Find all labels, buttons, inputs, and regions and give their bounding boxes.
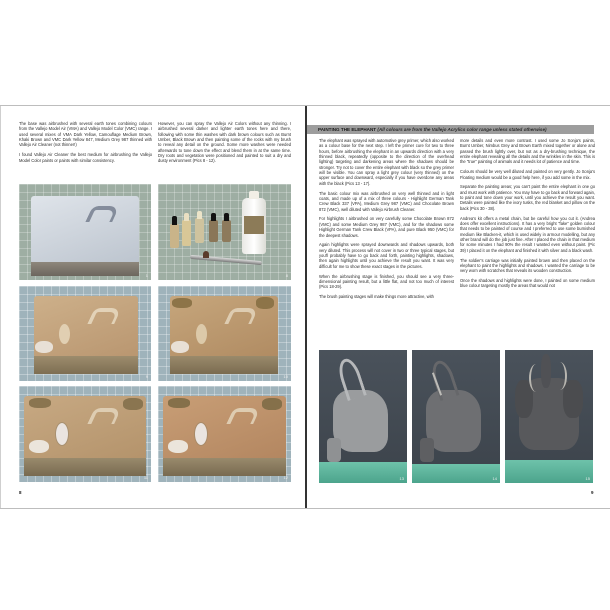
photo-number: 9: [145, 374, 148, 379]
left-column-2: [158, 121, 291, 168]
plinth: [412, 464, 500, 483]
photo-number: 8: [285, 273, 288, 278]
oval-stone: [196, 324, 207, 344]
paragraph: The base was airbrushed with several earth tones combining colours from the Vallejo Model Air (VMA) and Vallejo Model Color (VMC) range. I used several mixes of VMA Dark Yellow, Camouflage Medium Brown, Khaki Brown and VMC Dark Yellow 847, Medium Grey 987 thinned with Vallejo Air Cleaner (not thinner!): [19, 121, 152, 148]
vegetation: [168, 398, 190, 408]
photo-primed-base: [19, 184, 151, 280]
rock: [35, 341, 53, 353]
oval-stone: [194, 422, 208, 446]
elephant-leg: [327, 438, 341, 462]
photo-number: 10: [283, 374, 288, 379]
right-column-2: [460, 138, 595, 293]
airbrush: [190, 255, 262, 265]
bottle-cap: [211, 213, 216, 221]
rock: [168, 440, 188, 453]
elephant-tusk: [529, 364, 543, 392]
paragraph: However, you can spray the Vallejo Air Colors without any thinning. I airbrushed several darker and lighter earth tones here and there, following with some thin washes with dark brown colours such as Burnt Umber, Black Brown and then painting some of the rocks with my brush to reveal any detail on the ground. Some more washes were needed afterwards to tone down the effect and blend them in at the same time. Dry roots and vegetation were positioned and painted to suit a dry and dusty environment (Pics 8 - 12).: [158, 121, 291, 164]
vegetation: [172, 298, 192, 308]
bottle-cap: [249, 191, 259, 199]
vegetation: [256, 297, 274, 309]
oval-stone: [55, 422, 69, 446]
paragraph: The elephant was sprayed with automotive grey primer, which also worked as a colour base for the next step. I left the primer cure for two to three hours, before airbrushing the elephant in an upwards direction with a very thinned black, repeatedly (opposite to the direction of the overhead lighting) targeting and darkening areas where the shadows should be stronger. Try not to cover the entire elephant with black so the grey primer will be visible. You can spray a light grey colour (very thinned) on the upper surface and downward, especially if you have overdone any areas with the black (Pics 13 - 17).: [319, 138, 454, 186]
bottle-cap: [224, 213, 229, 221]
photo-paints-and-airbrush: [158, 184, 291, 280]
paragraph: more details and even more contrast. I used some Jo Sonja's paints, Burnt Umber, Nimbus Grey and Brown Earth mixed together or alone and passed the brush lightly over, but not as a dry-brushing technique, the entire elephant revealing all the details and the wrinkles in the skin. This is the "true" painting of animals and it needs lot of patience and time.: [460, 138, 595, 165]
paragraph: Again highlights were sprayed downwards and shadows upwards, both very diluted. This process will not cover in two or three typical stages, but you'll probably have to go back and forth, painting highlights, shadows, then again highlights until you achieve the result you want. It was very difficult for me to show these exact stages in the pictures.: [319, 242, 454, 269]
plinth: [319, 462, 407, 483]
left-page: [0, 106, 306, 508]
photo-elephant-primed: [319, 350, 407, 483]
page-number: 8: [19, 490, 22, 495]
photo-number: 11: [143, 475, 148, 480]
paint-bottle: [182, 220, 191, 246]
page-number: 9: [591, 490, 594, 495]
base-side: [24, 458, 146, 476]
elephant-leg: [420, 438, 434, 462]
bottle-cap: [197, 211, 202, 219]
base-side: [31, 262, 139, 276]
paragraph: I found Vallejo Air Cleaner the best medium for airbrushing the Vallejo Model Color paints or paints with similar consistency.: [19, 152, 152, 163]
elephant-ear: [563, 380, 583, 418]
photo-elephant-dark: [412, 350, 500, 483]
photo-number: 1: [145, 273, 148, 278]
paragraph: Colours should be very well diluted and painted on very gently. Jo Sonja's Floating medium would be a good help here, if you add some in the mix.: [460, 169, 595, 180]
left-column-1: [19, 121, 152, 167]
photo-elephant-front: [505, 350, 593, 483]
photo-earth-base-2: [158, 286, 291, 381]
bottle-cap: [184, 213, 189, 221]
vegetation: [262, 398, 282, 410]
elephant-tusk: [553, 362, 567, 390]
photo-number: 14: [492, 476, 497, 481]
base-side: [163, 458, 286, 476]
heading-subtitle: (All colours are from the Vallejo Acrylics color range unless stated otherwise): [377, 127, 547, 132]
paragraph: When the airbrushing stage is finished, you should see a very three-dimensional painting result, but a little flat, and not too much of interest (Pics 18-29).: [319, 273, 454, 290]
photo-earth-base-3: [19, 386, 151, 482]
bottle-cap: [172, 216, 177, 225]
paragraph: For highlights I airbrushed on very carefully some Chocolate Brown 872 (VMC) and some Medium Grey 987 (VMC), and for the shadows some Highlight German Tank Crew Black (VPA), and pure Black 950 (VMC) for the deepest shadows.: [319, 216, 454, 238]
air-cleaner-bottle: [242, 198, 266, 254]
bottle-label: [244, 216, 264, 234]
rock: [171, 341, 189, 353]
paint-bottle: [209, 220, 218, 242]
elephant-body: [333, 390, 388, 452]
photo-earth-base-4: [158, 386, 291, 482]
paint-bottle: [222, 220, 231, 242]
heading-title: PAINTING THE ELEPHANT: [318, 127, 377, 132]
vegetation: [123, 398, 143, 410]
paragraph: The basic colour mix was airbrushed on very well thinned and in light coats, and made up of a mix of three colours - Highlight German Tank Crew Black 337 (VPA), Medium Grey 987 (VMC) and Chocolate Brown 872 (VMC), well diluted with Vallejo Airbrush Cleaner.: [319, 190, 454, 212]
airbrush-cup: [203, 251, 209, 258]
paragraph: The soldier's carriage was initially painted brown and then placed on the elephant to paint the highlights and shadows. I wanted the carriage to be very worn with scratches that reveals its wooden construction.: [460, 257, 595, 274]
right-column-1: [319, 138, 454, 304]
paint-bottle: [170, 224, 179, 248]
oval-stone: [59, 324, 70, 344]
base-side: [170, 356, 278, 374]
rock: [29, 440, 49, 453]
paragraph: Once the shadows and highlights were done, I painted on some medium blue colour targeting mostly the areas that would not: [460, 278, 595, 289]
base-top: [31, 196, 139, 264]
section-heading: [307, 125, 594, 134]
paragraph: Andrea's kit offers a metal chain, but be careful how you cut it. (Andrea does offer excellent instructions). It has a very bright "fake" golden colour that needs to be painted of course and I preferred to use some burnished medium like Blacken-it, which is used widely in armour modelling, but any other brand will do the job just fine. After I placed the chain in that medium for some minutes I had 90% the result I wanted even without paint. (Pic 39) I placed it on the elephant and finished it with silver and a black wash.: [460, 215, 595, 253]
base-side: [34, 356, 138, 374]
photo-number: 15: [585, 476, 590, 481]
photo-earth-base-1: [19, 286, 151, 381]
vegetation: [29, 398, 51, 408]
right-page: [305, 106, 610, 508]
paragraph: Separate the painting areas; you can't paint the entire elephant in one go and must work with patience. You may have to go back and forward again, to paint and tone down your work, until you achieve the result you want. Details were painted like the ivory tusks, the red blanket and pillow on the back (Pics 30 - 38).: [460, 184, 595, 211]
paint-bottle: [195, 218, 204, 243]
magazine-spread: [0, 105, 610, 509]
photo-number: 12: [283, 475, 288, 480]
paragraph: The brush painting stages will make things more attractive, with: [319, 294, 434, 300]
elephant-body: [426, 390, 481, 452]
photo-number: 13: [399, 476, 404, 481]
plinth: [505, 460, 593, 483]
